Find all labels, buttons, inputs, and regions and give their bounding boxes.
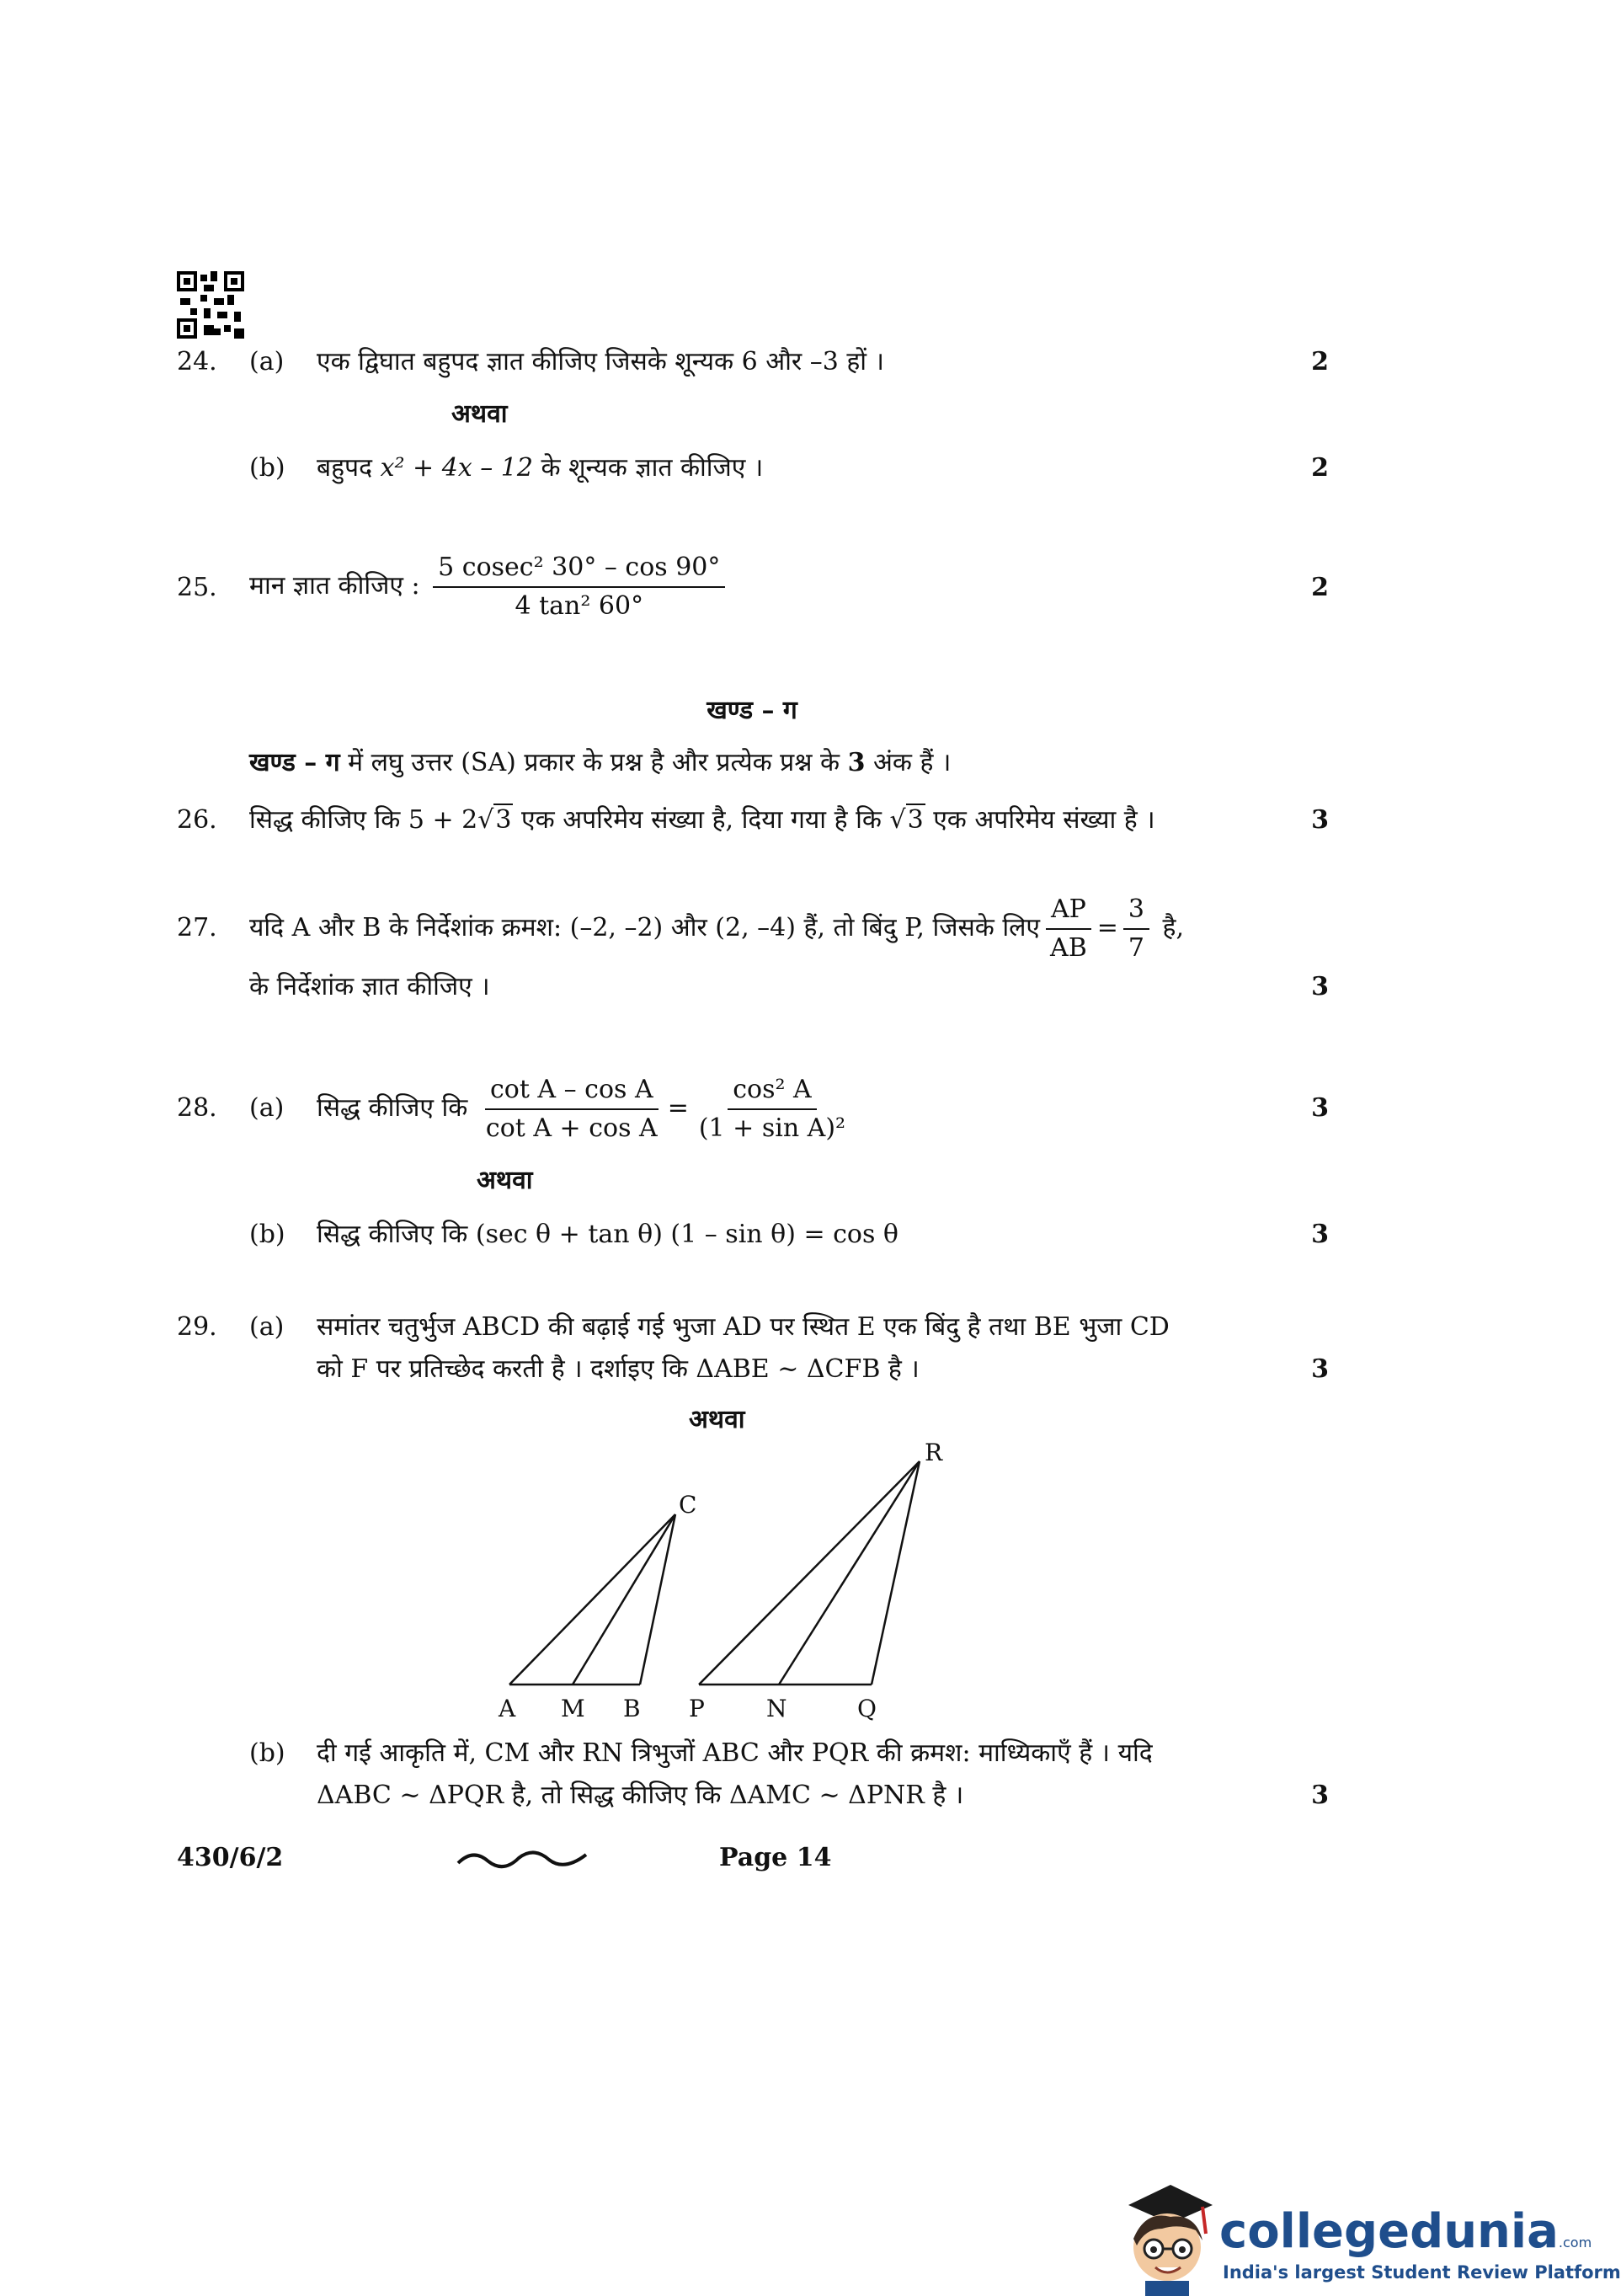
- q28-a-body: [317, 1070, 856, 1147]
- q28-a-marks: 3: [1311, 1093, 1329, 1123]
- q24-b-text: [317, 451, 763, 485]
- q27-marks: 3: [1311, 972, 1329, 1001]
- q28-b-marks: 3: [1311, 1220, 1329, 1249]
- section-intro-end: अंक हैं ।: [873, 748, 952, 777]
- q27-eq: =: [1096, 913, 1118, 942]
- paper-code: 430/6/2: [177, 1843, 284, 1872]
- q28-f2-den: (1 + sin A)²: [698, 1113, 846, 1143]
- mascot-icon: [1112, 2173, 1221, 2296]
- q29-a-line2: को F पर प्रतिच्छेद करती है । दर्शाइए कि ΔABE ~ ΔCFB है ।: [317, 1354, 920, 1384]
- q24-a-label: (a): [249, 347, 285, 376]
- q28-a-label: (a): [249, 1093, 285, 1123]
- label-c: C: [679, 1491, 697, 1519]
- q25-denominator: 4 tan² 60°: [515, 591, 644, 621]
- q26-number: 26.: [177, 805, 217, 835]
- q29-number: 29.: [177, 1312, 217, 1342]
- q27-line2: के निर्देशांक ज्ञात कीजिए ।: [249, 972, 490, 1001]
- q26-r2: 3: [907, 805, 924, 835]
- logo-com: .com: [1558, 2235, 1592, 2251]
- q28-number: 28.: [177, 1093, 217, 1123]
- sqrt-symbol: √3: [889, 805, 924, 835]
- q24-b-label: (b): [249, 453, 285, 483]
- triangles-figure: [488, 1440, 960, 1727]
- q28-or: अथवा: [477, 1166, 533, 1195]
- label-n: N: [766, 1695, 787, 1722]
- q28-fraction-left: [481, 1071, 663, 1147]
- q28-f1-den: cot A + cos A: [485, 1113, 658, 1143]
- section-intro-bold: खण्ड – ग: [249, 748, 340, 777]
- q29-b-label: (b): [249, 1738, 285, 1768]
- q29-b-line1: दी गई आकृति में, CM और RN त्रिभुजों ABC और PQR की क्रमश: माध्यिकाएँ हैं । यदि: [317, 1738, 1153, 1768]
- page-number: Page 14: [719, 1843, 832, 1872]
- q25-number: 25.: [177, 573, 217, 602]
- q24-or: अथवा: [451, 399, 508, 429]
- q28-fraction-right: [694, 1071, 850, 1147]
- label-a: A: [499, 1695, 516, 1722]
- q29-or: अथवा: [689, 1405, 745, 1434]
- q25-text: मान ज्ञात कीजिए :: [249, 571, 420, 601]
- section-intro: [249, 746, 951, 780]
- q24-number: 24.: [177, 347, 217, 376]
- logo-tagline: India's largest Student Review Platform: [1223, 2262, 1621, 2283]
- label-p: P: [689, 1695, 705, 1722]
- q25-fraction: [433, 549, 725, 625]
- q28-f2-num: cos² A: [728, 1071, 817, 1110]
- q26-text: [249, 804, 1155, 837]
- q27-f2-num: 3: [1123, 891, 1149, 930]
- q25-numerator: 5 cosec² 30° – cos 90°: [433, 549, 725, 588]
- q24-a-marks: 2: [1311, 347, 1329, 376]
- q25-marks: 2: [1311, 573, 1329, 602]
- q26-marks: 3: [1311, 805, 1329, 835]
- label-r: R: [925, 1439, 943, 1466]
- q25-body: [249, 549, 730, 625]
- q24-b-expr: x² + 4x – 12: [380, 453, 533, 483]
- q26-t2: एक अपरिमेय संख्या है, दिया गया है कि: [521, 805, 882, 835]
- q27-f1-den: AB: [1050, 933, 1087, 963]
- section-title: खण्ड – ग: [707, 696, 797, 725]
- q24-b-marks: 2: [1311, 453, 1329, 483]
- logo-name-text: collegedunia: [1219, 2204, 1559, 2259]
- label-q: Q: [857, 1695, 877, 1722]
- q28-b-label: (b): [249, 1220, 285, 1249]
- q26-t1: सिद्ध कीजिए कि 5 + 2: [249, 805, 478, 835]
- q27-fraction-ap-ab: [1045, 891, 1092, 967]
- q27-f1-num: AP: [1046, 891, 1091, 930]
- q27-number: 27.: [177, 913, 217, 942]
- q26-t3: एक अपरिमेय संख्या है ।: [933, 805, 1155, 835]
- squiggle-icon: [455, 1846, 589, 1872]
- q29-b-line2: ΔABC ~ ΔPQR है, तो सिद्ध कीजिए कि ΔAMC ~ ΔPNR है ।: [317, 1781, 964, 1810]
- q28-a-text: सिद्ध कीजिए कि: [317, 1093, 468, 1123]
- q27-line1: [249, 889, 1184, 967]
- q29-a-label: (a): [249, 1312, 285, 1342]
- q27-line1-end: है,: [1162, 913, 1184, 942]
- logo-name: [1219, 2205, 1592, 2270]
- q26-r1: 3: [495, 805, 512, 835]
- q27-fraction-3-7: [1123, 891, 1149, 967]
- section-intro-text: में लघु उत्तर (SA) प्रकार के प्रश्न है और प्रत्येक प्रश्न के: [348, 748, 840, 777]
- q29-a-line1: समांतर चतुर्भुज ABCD की बढ़ाई गई भुजा AD पर स्थित E एक बिंदु है तथा BE भुजा CD: [317, 1312, 1170, 1342]
- q24-b-post: के शून्यक ज्ञात कीजिए ।: [541, 453, 764, 483]
- q24-a-text: एक द्विघात बहुपद ज्ञात कीजिए जिसके शून्यक 6 और –3 हों ।: [317, 347, 884, 376]
- q28-f1-num: cot A – cos A: [485, 1071, 659, 1110]
- q28-b-text: सिद्ध कीजिए कि (sec θ + tan θ) (1 – sin θ) = cos θ: [317, 1220, 898, 1249]
- qr-code-icon: [177, 271, 244, 339]
- q28-eq: =: [667, 1093, 689, 1123]
- sqrt-symbol: √3: [477, 805, 512, 835]
- q24-b-pre: बहुपद: [317, 453, 373, 483]
- section-intro-num: 3: [847, 748, 866, 777]
- q29-a-marks: 3: [1311, 1354, 1329, 1384]
- q27-f2-den: 7: [1128, 933, 1144, 963]
- q27-line1-text: यदि A और B के निर्देशांक क्रमश: (–2, –2) और (2, –4) हैं, तो बिंदु P, जिसके लिए: [249, 913, 1041, 942]
- q29-b-marks: 3: [1311, 1781, 1329, 1810]
- label-b: B: [623, 1695, 641, 1722]
- label-m: M: [561, 1695, 585, 1722]
